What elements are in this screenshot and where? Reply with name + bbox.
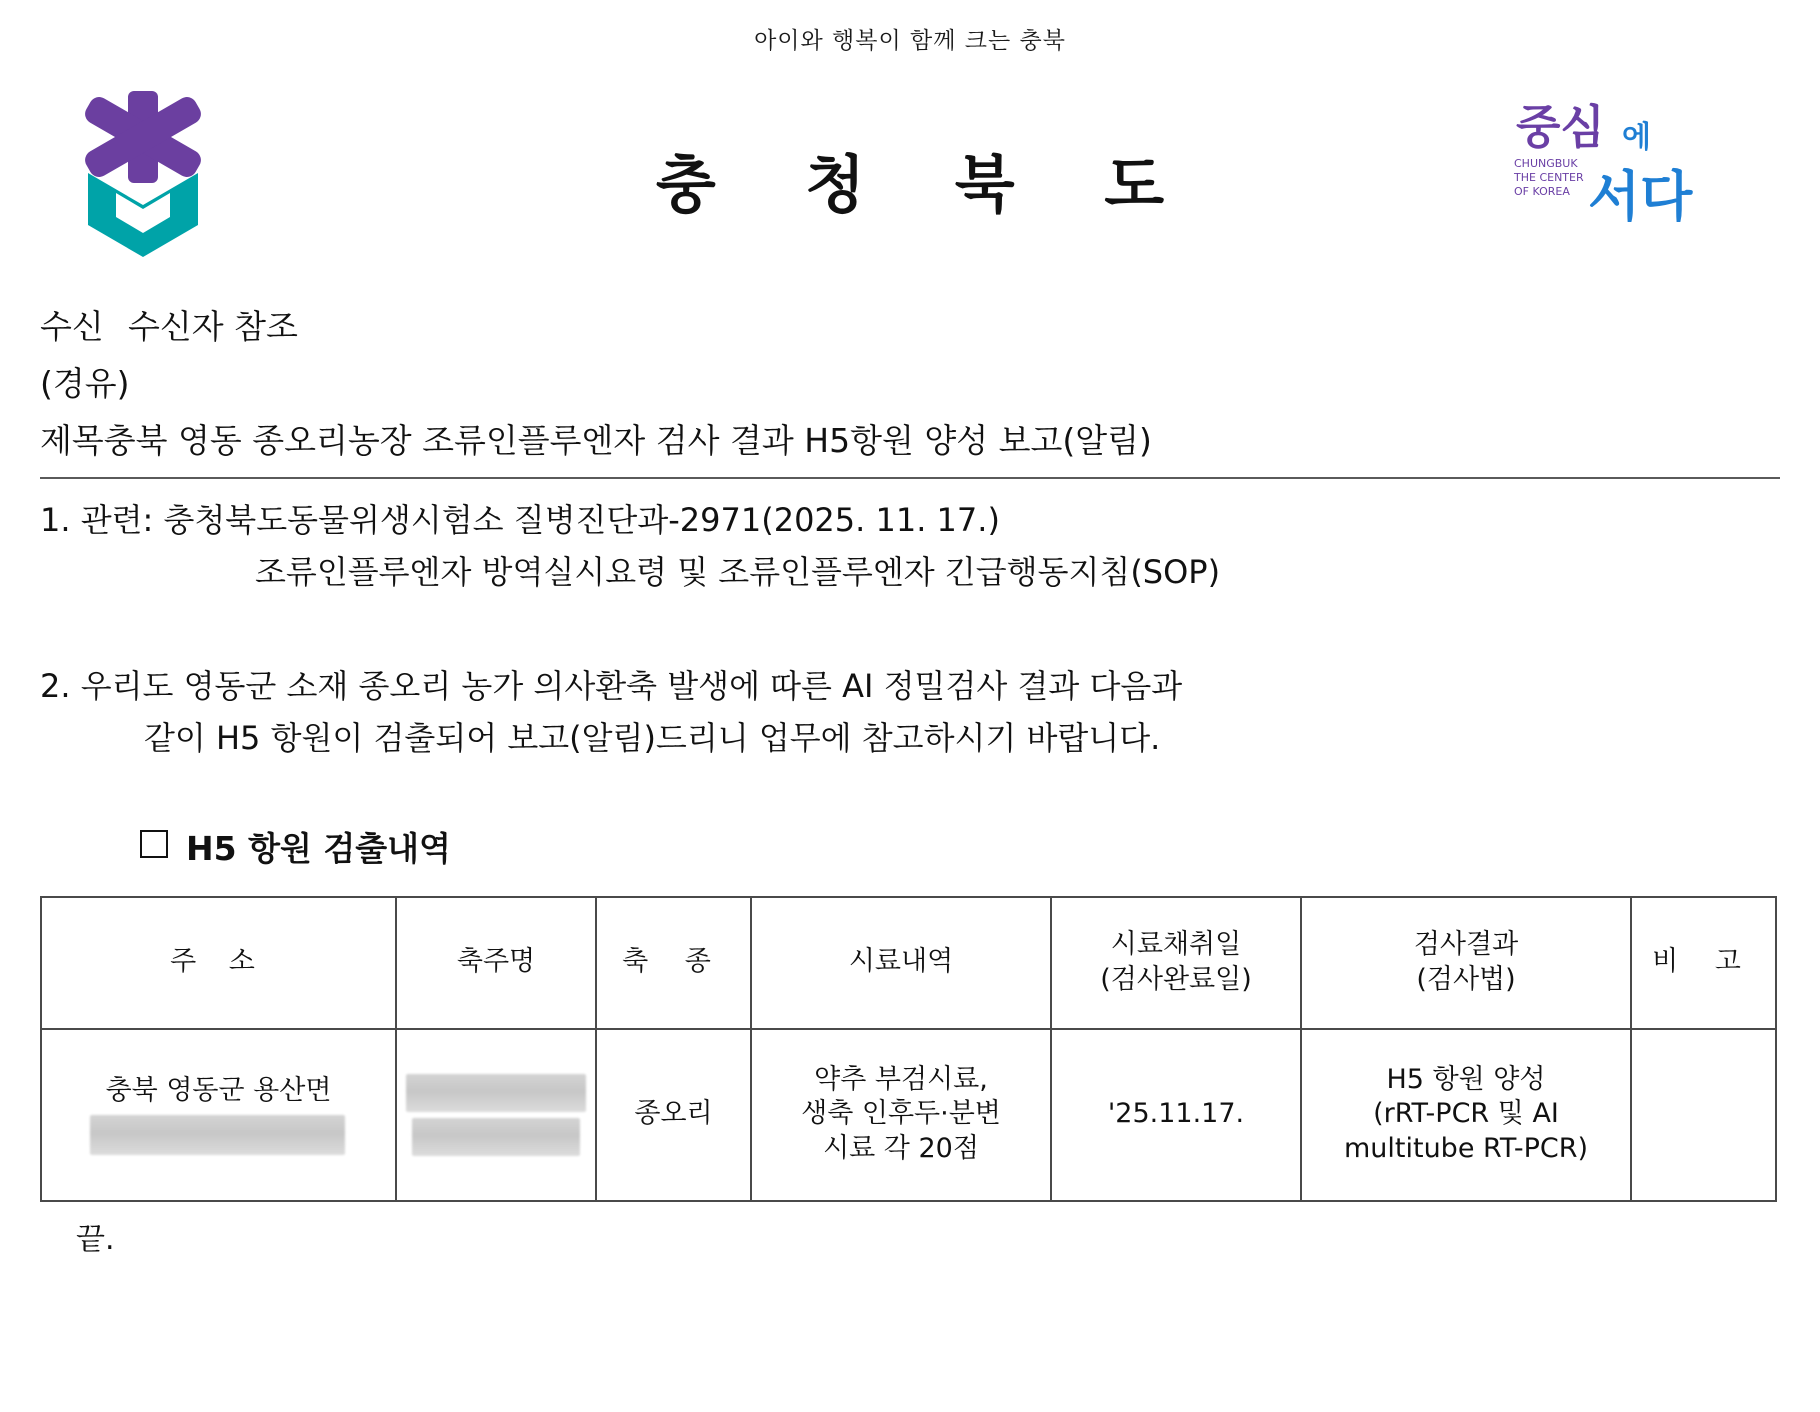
end-mark: 끝. [76, 1221, 115, 1257]
col-header-owner: 축주명 [396, 897, 596, 1029]
table-row [41, 1029, 1776, 1201]
col-header-note: 비 고 [1631, 897, 1776, 1029]
svg-text:에: 에 [1622, 120, 1651, 155]
cell-note [1631, 1029, 1776, 1201]
header-divider [40, 477, 1780, 479]
recipient-line [40, 299, 1780, 356]
col-header-address: 주 소 [41, 897, 396, 1029]
subject-line [40, 413, 1780, 470]
svg-text:서다: 서다 [1588, 165, 1693, 228]
page-title: 충 청 북 도 [655, 148, 1199, 221]
body-item-2-line1: 2. 우리도 영동군 소재 종오리 농가 의사환축 발생에 따른 AI 정밀검사 결과 다음과 [40, 666, 1183, 705]
via-line: (경유) [40, 363, 130, 403]
table-body [41, 1029, 1776, 1201]
section-heading [40, 823, 1780, 870]
col-header-collection-date: 시료채취일 (검사완료일) [1051, 897, 1301, 1029]
body-item-1-sub: 조류인플루엔자 방역실시요령 및 조류인플루엔자 긴급행동지침(SOP) [255, 553, 1221, 592]
cell-address [41, 1029, 396, 1201]
cell-sample: 약추 부검시료, 생축 인후두·분변 시료 각 20점 [751, 1029, 1051, 1201]
recipient-label: 수신 [40, 307, 104, 346]
body-item-1: 1. 관련: 충청북도동물위생시험소 질병진단과-2971(2025. 11. 17.) [40, 501, 1000, 540]
h5-detection-table [40, 896, 1777, 1202]
document-body [40, 495, 1780, 764]
cell-collection-date: '25.11.17. [1051, 1029, 1301, 1201]
subject-value: 충북 영동 종오리농장 조류인플루엔자 검사 결과 H5항원 양성 보고(알림) [103, 420, 1152, 460]
recipient-value: 수신자 참조 [128, 307, 298, 346]
redacted-owner-block-1 [406, 1074, 586, 1112]
slogan-text: 아이와 행복이 함께 크는 충북 [754, 28, 1066, 54]
svg-text:중심: 중심 [1516, 100, 1605, 154]
document-address-block [40, 299, 1780, 469]
cell-owner [396, 1029, 596, 1201]
svg-text:OF KOREA: OF KOREA [1514, 185, 1570, 198]
body-item-2 [40, 661, 1780, 765]
table-header-row [41, 897, 1776, 1029]
cell-result: H5 항원 양성 (rRT-PCR 및 AI multitube RT-PCR) [1301, 1029, 1631, 1201]
body-item-2-line2: 같이 H5 항원이 검출되어 보고(알림)드리니 업무에 참고하시기 바랍니다. [144, 718, 1161, 757]
subject-label: 제목 [40, 420, 104, 460]
col-header-species: 축 종 [596, 897, 751, 1029]
svg-text:THE CENTER: THE CENTER [1514, 171, 1584, 184]
cell-species: 종오리 [596, 1029, 751, 1201]
redacted-address-block [90, 1115, 345, 1155]
checkbox-icon [140, 830, 168, 858]
col-header-result: 검사결과 (검사법) [1301, 897, 1631, 1029]
document-header [40, 55, 1780, 245]
redacted-owner-block-2 [412, 1118, 580, 1156]
cell-address-text: 충북 영동군 용산면 [105, 1075, 332, 1107]
section-heading-label: H5 항원 검출내역 [186, 828, 451, 868]
col-header-sample: 시료내역 [751, 897, 1051, 1029]
svg-text:CHUNGBUK: CHUNGBUK [1514, 157, 1578, 170]
chungbuk-brand-logo [1510, 95, 1740, 250]
table-header [41, 897, 1776, 1029]
